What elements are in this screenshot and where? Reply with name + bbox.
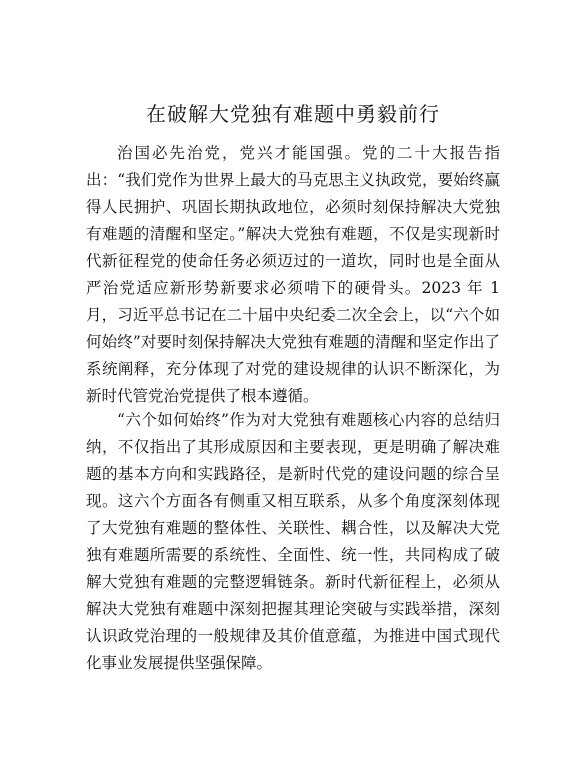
paragraph-2: “六个如何始终”作为对大党独有难题核心内容的总结归纳，不仅指出了其形成原因和主要表现，更是明确了解决难题的基本方向和实践路径，是新时代党的建设问题的综合呈现。这六个方面各有侧重又相互联系，从多个角度深刻体现了大党独有难题的整体性、关联性、耦合性，以及解决大党独有难题所需要的系统性、全面性、统一性，共同构成了破解大党独有难题的完整逻辑链条。新时代新征程上，必须从解决大党独有难题中深刻把握其理论突破与实践举措，深刻认识政党治理的一般规律及其价值意蕴，为推进中国式现代化事业发展提供坚强保障。 bbox=[86, 411, 500, 672]
document-title: 在破解大党独有难题中勇毅前行 bbox=[146, 102, 440, 126]
paragraph-1: 治国必先治党，党兴才能国强。党的二十大报告指出：“我们党作为世界上最大的马克思主义执政党，要始终赢得人民拥护、巩固长期执政地位，必须时刻保持解决大党独有难题的清醒和坚定。”解决大党独有难题，不仅是实现新时代新征程党的使命任务必须迈过的一道坎，同时也是全面从严治党适应新形势新要求必须啃下的硬骨头。2023 年 1 月，习近平总书记在二十届中央纪委二次全会上，以“六个如何始终”对要时刻保持解决大党独有难题的清醒和坚定作出了系统阐释，充分体现了对党的建设规律的认识不断深化，为新时代管党治党提供了根本遵循。 bbox=[86, 144, 500, 405]
